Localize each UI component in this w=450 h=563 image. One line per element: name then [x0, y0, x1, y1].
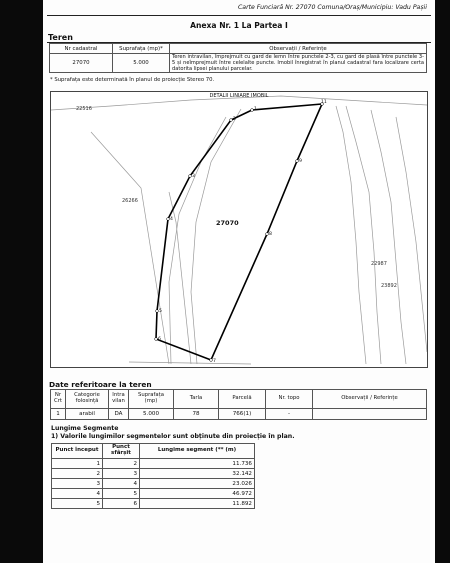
- referring-data-table: [50, 389, 427, 420]
- col-tarla: Tarla: [174, 390, 219, 409]
- neighbor-label: 22987: [371, 261, 387, 267]
- table-row: [52, 489, 255, 499]
- cell-end: 4: [103, 479, 140, 489]
- point-label: 4: [170, 217, 173, 222]
- table-row: [50, 54, 427, 73]
- neighbor-label: 26266: [122, 198, 138, 204]
- point-label: 1: [254, 107, 257, 112]
- neighbor-line: [129, 362, 251, 364]
- teren-table-header: [50, 44, 427, 54]
- cell-length: 23.026: [140, 479, 255, 489]
- col-categorie: Categorie folosință: [66, 390, 109, 409]
- point-marker: [210, 359, 213, 362]
- document-page: [43, 0, 435, 563]
- point-marker: [156, 310, 159, 313]
- cell-length: 46.972: [140, 489, 255, 499]
- col-punct-inceput: Punct început: [52, 444, 103, 459]
- cell-start: 3: [52, 479, 103, 489]
- point-label: 9: [299, 159, 302, 164]
- plan-drawing: [51, 92, 427, 367]
- teren-table: [49, 43, 427, 73]
- cell-start: 2: [52, 469, 103, 479]
- cell-observatii: [313, 409, 427, 420]
- col-observatii: Observații / Referințe: [170, 44, 427, 54]
- cell-suprafata: 5.000: [113, 54, 170, 73]
- point-label: 11: [321, 100, 327, 105]
- table-row: [52, 479, 255, 489]
- boundary-points: [155, 103, 324, 362]
- point-label: 3: [192, 174, 195, 179]
- point-label: 8: [269, 232, 272, 237]
- col-nr-crt: Nr Crt: [51, 390, 66, 409]
- col-suprafata: Suprafața (mp): [129, 390, 174, 409]
- point-marker: [167, 218, 170, 221]
- point-labels: [158, 99, 327, 364]
- col-observatii: Observații / Referințe: [313, 390, 427, 409]
- cell-length: 11.736: [140, 459, 255, 469]
- cell-observatii: Teren intravilan, împrejmuit cu gard de lemn între punctele 2-3, cu gard de plasă între punctele 3-5 și neîmprejmuit între celelalte puncte. Imobil înregistrat în planul cadastral fara localizare certa datorita lipsei planului parcelar.: [170, 54, 427, 73]
- segments-table: [51, 443, 255, 509]
- cell-start: 4: [52, 489, 103, 499]
- point-marker: [296, 160, 299, 163]
- col-nr-cadastral: Nr cadastral: [50, 44, 113, 54]
- neighbor-line: [336, 106, 366, 364]
- neighbor-line: [91, 132, 169, 364]
- neighbor-line: [346, 106, 381, 364]
- point-label: 5: [159, 309, 162, 314]
- point-label: 7: [213, 359, 216, 364]
- col-intravilan: Intra vilan: [109, 390, 129, 409]
- cell-start: 1: [52, 459, 103, 469]
- col-suprafata: Suprafața (mp)*: [113, 44, 170, 54]
- neighbor-label: 22516: [76, 106, 92, 112]
- stereo-footnote: * Suprafața este determinată în planul de proiecție Stereo 70.: [50, 77, 215, 83]
- point-label: 6: [158, 337, 161, 342]
- cell-end: 6: [103, 499, 140, 509]
- neighbor-line: [169, 117, 226, 364]
- neighbor-line: [371, 110, 406, 364]
- cell-end: 5: [103, 489, 140, 499]
- col-nr-topo: Nr. topo: [266, 390, 313, 409]
- cell-end: 3: [103, 469, 140, 479]
- point-marker: [155, 338, 158, 341]
- annex-title: Anexa Nr. 1 La Partea I: [190, 21, 288, 30]
- cf-header-line: Carte Funciară Nr. 27070 Comuna/Oraș/Municipiu: Vadu Pașii: [237, 4, 427, 11]
- segments-subtitle: 1) Valorile lungimilor segmentelor sunt obținute din proiecție în plan.: [51, 433, 295, 440]
- neighbor-line: [191, 109, 241, 364]
- segments-title: Lungime Segmente: [51, 425, 119, 432]
- cell-start: 5: [52, 499, 103, 509]
- cell-parcela: 766(1): [219, 409, 266, 420]
- parcel-label: 27070: [216, 219, 239, 227]
- table-row: [51, 409, 427, 420]
- cell-length: 32.142: [140, 469, 255, 479]
- cell-categorie: arabil: [66, 409, 109, 420]
- point-marker: [189, 175, 192, 178]
- cell-tarla: 78: [174, 409, 219, 420]
- table-row: [52, 459, 255, 469]
- cadastral-plan: [50, 91, 428, 368]
- cell-nr-crt: 1: [51, 409, 66, 420]
- referring-data-title: Date referitoare la teren: [49, 380, 152, 389]
- cell-nr-cadastral: 27070: [50, 54, 113, 73]
- point-marker: [251, 109, 254, 112]
- referring-table-header: [51, 390, 427, 409]
- point-marker: [230, 119, 233, 122]
- neighbor-boundaries: [51, 96, 427, 364]
- cell-intravilan: DA: [109, 409, 129, 420]
- table-row: [52, 499, 255, 509]
- col-lungime: Lungime segment (** (m): [140, 444, 255, 459]
- table-row: [52, 469, 255, 479]
- point-marker: [266, 233, 269, 236]
- header-divider: [47, 15, 431, 16]
- cell-nr-topo: -: [266, 409, 313, 420]
- neighbor-labels: [76, 106, 397, 289]
- cell-suprafata: 5.000: [129, 409, 174, 420]
- parcel-boundary: [156, 104, 322, 360]
- col-parcela: Parcelă: [219, 390, 266, 409]
- cell-end: 2: [103, 459, 140, 469]
- point-label: 2: [233, 117, 236, 122]
- plan-title: DETALII LINIARE IMOBIL: [209, 93, 269, 99]
- segments-table-header: [52, 444, 255, 459]
- section-teren-title: Teren: [48, 33, 73, 42]
- col-punct-sfarsit: Punct sfârșit: [103, 444, 140, 459]
- neighbor-label: 23892: [381, 283, 397, 289]
- cell-length: 11.892: [140, 499, 255, 509]
